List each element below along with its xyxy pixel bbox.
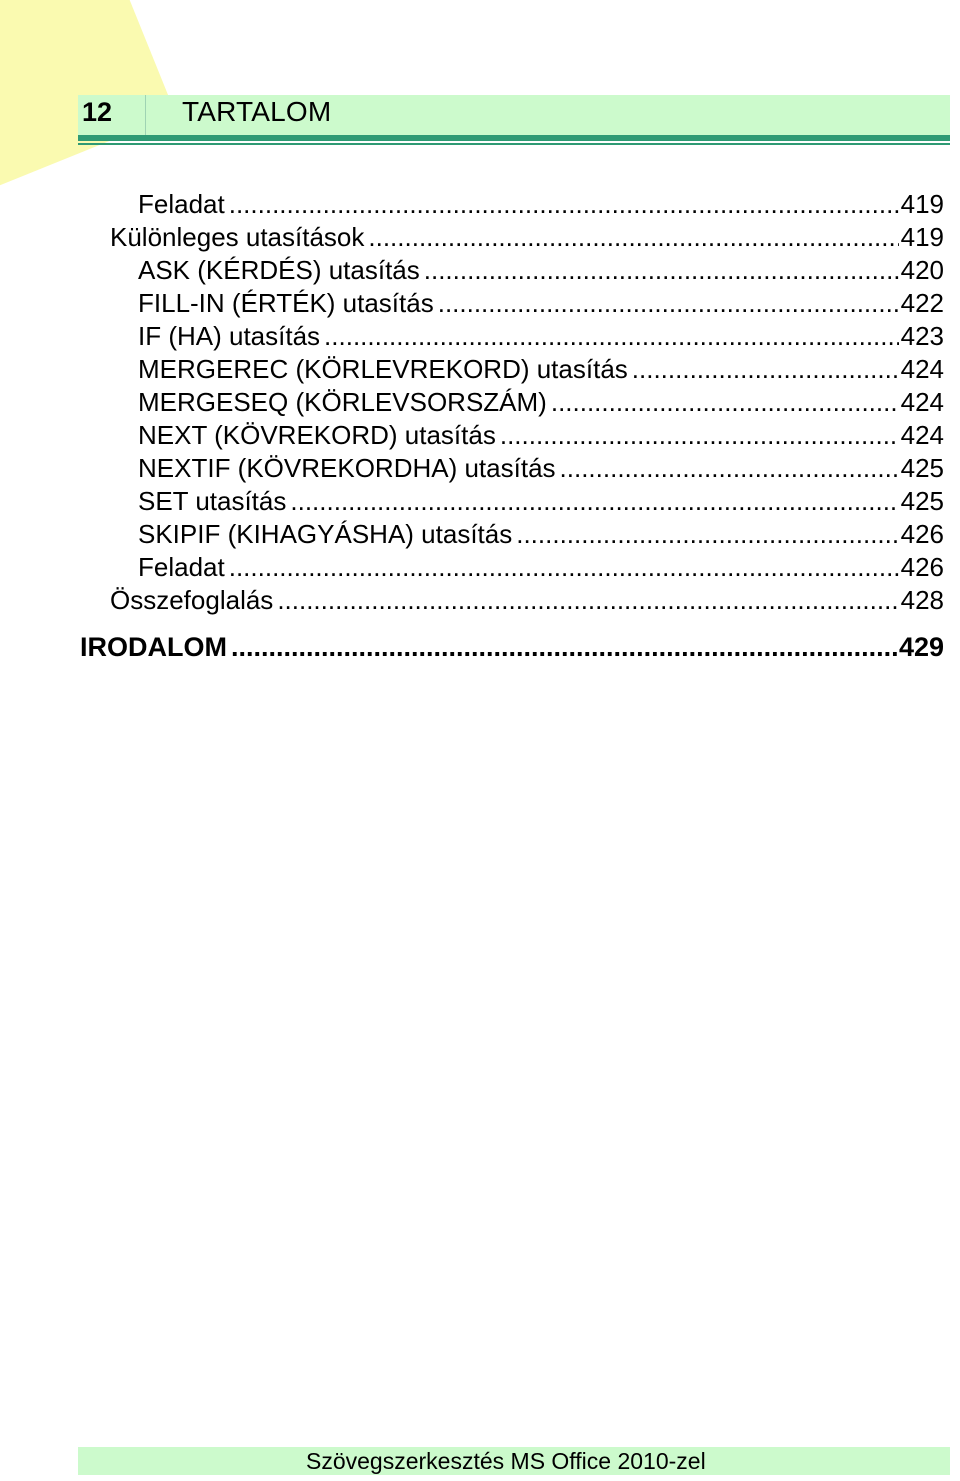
toc-entry[interactable] — [0, 320, 960, 353]
toc-entry[interactable] — [0, 584, 960, 617]
toc-entry[interactable] — [0, 287, 960, 320]
toc-entry[interactable] — [0, 518, 960, 551]
toc-entry-label: ASK (KÉRDÉS) utasítás — [138, 255, 420, 285]
toc-entry[interactable] — [0, 353, 960, 386]
toc-entry-label: FILL-IN (ÉRTÉK) utasítás — [138, 288, 434, 318]
toc-entry[interactable] — [0, 386, 960, 419]
header-rule — [78, 135, 950, 141]
toc-entry[interactable] — [0, 452, 960, 485]
toc-entry-label: Összefoglalás — [110, 585, 274, 615]
page-header — [78, 95, 950, 135]
toc-entry-page: 424 — [900, 387, 944, 417]
toc-entry-label: NEXT (KÖVREKORD) utasítás — [138, 420, 496, 450]
toc-leader — [277, 584, 898, 617]
toc-entry-label: NEXTIF (KÖVREKORDHA) utasítás — [138, 453, 556, 483]
toc-entry-page: 428 — [900, 585, 944, 615]
page-number: 12 — [78, 95, 146, 135]
toc-entry-page: 419 — [900, 189, 944, 219]
toc-entry-page: 429 — [898, 632, 944, 662]
toc-entry-label: Feladat — [138, 552, 225, 582]
toc-leader — [516, 518, 898, 551]
toc-leader — [551, 386, 899, 419]
toc-leader — [290, 485, 898, 518]
toc-entry-label: SKIPIF (KIHAGYÁSHA) utasítás — [138, 519, 513, 549]
toc-entry-page: 423 — [900, 321, 944, 351]
toc-leader — [632, 353, 899, 386]
toc-entry[interactable] — [0, 485, 960, 518]
footer-title: Szövegszerkesztés MS Office 2010-zel — [306, 1448, 706, 1474]
toc-entry-label: IRODALOM — [80, 632, 227, 662]
toc-entry-page: 420 — [900, 255, 944, 285]
toc-entry[interactable] — [0, 551, 960, 584]
toc-leader — [229, 551, 899, 584]
toc-entry-label: SET utasítás — [138, 486, 287, 516]
toc-leader — [560, 452, 899, 485]
toc-entry-page: 426 — [900, 552, 944, 582]
toc-leader — [229, 188, 899, 221]
toc-entry-page: 424 — [900, 354, 944, 384]
toc-leader — [438, 287, 899, 320]
toc-leader — [368, 221, 898, 254]
toc-entry-page: 426 — [900, 519, 944, 549]
toc-entry-page: 425 — [900, 453, 944, 483]
toc-entry-label: MERGESEQ (KÖRLEVSORSZÁM) — [138, 387, 547, 417]
toc-entry-label: IF (HA) utasítás — [138, 321, 321, 351]
toc-entry-label: Különleges utasítások — [110, 222, 365, 252]
toc-leader — [324, 320, 899, 353]
toc-entry-page: 425 — [900, 486, 944, 516]
toc-leader — [231, 631, 897, 664]
page-title: TARTALOM — [182, 96, 332, 127]
table-of-contents — [0, 188, 960, 664]
toc-leader — [424, 254, 899, 287]
toc-entry[interactable] — [0, 188, 960, 221]
toc-entry-label: MERGEREC (KÖRLEVREKORD) utasítás — [138, 354, 628, 384]
toc-entry[interactable] — [0, 419, 960, 452]
toc-entry[interactable] — [0, 221, 960, 254]
toc-entry-label: Feladat — [138, 189, 225, 219]
toc-entry-chapter[interactable] — [0, 631, 960, 664]
toc-leader — [500, 419, 899, 452]
toc-entry[interactable] — [0, 254, 960, 287]
toc-entry-page: 419 — [900, 222, 944, 252]
toc-entry-page: 422 — [900, 288, 944, 318]
toc-entry-page: 424 — [900, 420, 944, 450]
header-rule-thin — [78, 143, 950, 145]
